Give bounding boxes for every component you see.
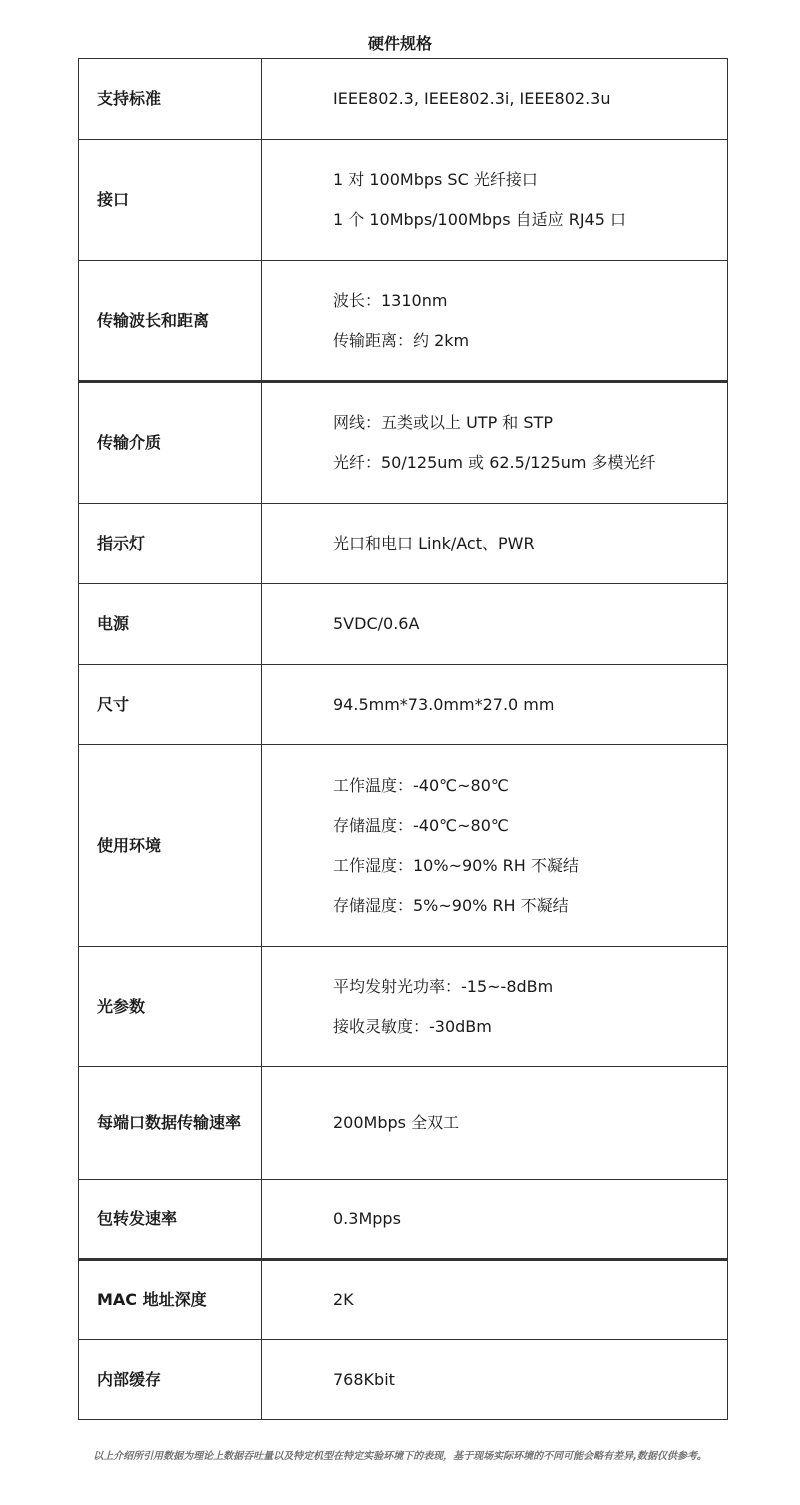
spec-label: 尺寸 [79,665,262,745]
spec-value-line: 波长：1310nm [333,290,448,310]
page-title: 硬件规格 [367,34,432,53]
spec-value-line: 5VDC/0.6A [333,614,420,633]
spec-label: 传输波长和距离 [79,261,262,382]
footnote-disclaimer: 以上介绍所引用数据为理论上数据吞吐量以及特定机型在特定实验环境下的表现，基于现场实际环境的不同可能会略有差异,数据仅供参考。 [93,1451,707,1462]
spec-label: MAC 地址深度 [79,1260,262,1340]
table-row [79,382,728,504]
spec-value [262,504,728,584]
spec-value-line: 工作温度：-40℃~80℃ [333,775,509,795]
spec-value-line: 1 个 10Mbps/100Mbps 自适应 RJ45 口 [333,210,627,229]
spec-label: 使用环境 [79,745,262,947]
spec-value [262,140,728,261]
spec-value [262,382,728,504]
table-row [79,745,728,947]
spec-value [262,745,728,947]
spec-value-line: 工作湿度：10%~90% RH 不凝结 [333,855,579,875]
spec-value-line: 传输距离：约 2km [333,330,470,350]
spec-value [262,1067,728,1180]
table-row [79,140,728,261]
spec-value-line: 存储湿度：5%~90% RH 不凝结 [333,895,569,915]
spec-label: 光参数 [79,947,262,1067]
spec-value [262,584,728,665]
spec-value [262,1180,728,1260]
spec-value-line: 94.5mm*73.0mm*27.0 mm [333,694,555,714]
spec-label: 接口 [79,140,262,261]
table-row [79,504,728,584]
spec-value [262,261,728,382]
table-row [79,1067,728,1180]
spec-label: 电源 [79,584,262,665]
spec-value-line: 768Kbit [333,1369,395,1389]
spec-label: 包转发速率 [79,1180,262,1260]
hardware-spec-table [78,58,728,1420]
spec-value-line: 0.3Mpps [333,1209,401,1228]
spec-value-line: 光口和电口 Link/Act、PWR [333,533,535,553]
table-row [79,1340,728,1420]
spec-label: 传输介质 [79,382,262,504]
spec-value-line: IEEE802.3, IEEE802.3i, IEEE802.3u [333,89,611,108]
spec-value [262,947,728,1067]
spec-label: 支持标准 [79,59,262,140]
spec-value-line: 平均发射光功率：-15~-8dBm [333,976,554,996]
spec-label: 每端口数据传输速率 [79,1067,262,1180]
spec-value [262,59,728,140]
table-row [79,947,728,1067]
spec-label: 内部缓存 [79,1340,262,1420]
table-row [79,59,728,140]
table-row [79,261,728,382]
spec-value-line: 网线：五类或以上 UTP 和 STP [333,413,553,432]
table-row [79,1260,728,1340]
spec-value-line: 1 对 100Mbps SC 光纤接口 [333,170,538,189]
spec-value-line: 接收灵敏度：-30dBm [333,1016,492,1036]
spec-value-line: 光纤：50/125um 或 62.5/125um 多模光纤 [333,453,656,472]
spec-label: 指示灯 [79,504,262,584]
spec-value [262,1340,728,1420]
spec-value [262,1260,728,1340]
table-row [79,584,728,665]
spec-value [262,665,728,745]
table-row [79,1180,728,1260]
spec-value-line: 200Mbps 全双工 [333,1113,460,1132]
spec-value-line: 2K [333,1290,354,1309]
spec-value-line: 存储温度：-40℃~80℃ [333,815,509,835]
table-row [79,665,728,745]
